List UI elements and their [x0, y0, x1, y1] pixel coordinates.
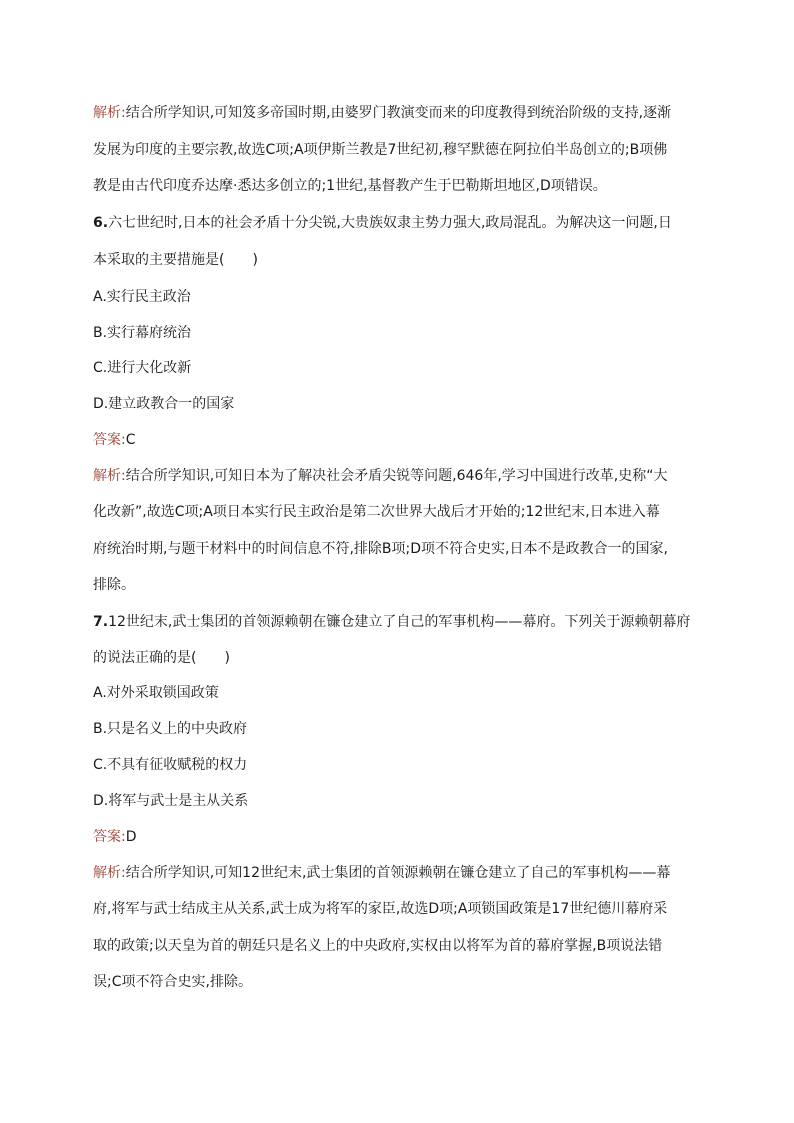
q7-explanation-label: 解析:	[93, 865, 126, 881]
q7-option-b: B.只是名义上的中央政府	[93, 721, 248, 737]
q5-explanation-line-2: 发展为印度的主要宗教,故选C项;A项伊斯兰教是7世纪初,穆罕默德在阿拉伯半岛创立的;B项佛	[93, 142, 668, 158]
q7-number: 7.	[93, 614, 109, 630]
q6-explanation-label: 解析:	[93, 468, 126, 484]
q6-option-b: B.实行幕府统治	[93, 325, 192, 341]
q5-explanation-label: 解析:	[93, 105, 126, 121]
q6-option-d: D.建立政教合一的国家	[93, 396, 235, 412]
q6-answer-label: 答案:	[93, 432, 126, 448]
q6-explanation-line-1: 解析:结合所学知识,可知日本为了解决社会矛盾尖锐等问题,646年,学习中国进行改革,史称“大	[93, 468, 668, 484]
q7-explanation-line-3: 取的政策;以天皇为首的朝廷只是名义上的中央政府,实权由以将军为首的幕府掌握,B项说法错	[93, 938, 663, 954]
q7-explanation-line-1: 解析:结合所学知识,可知12世纪末,武士集团的首领源赖朝在镰仓建立了自己的军事机构——幕	[93, 865, 671, 881]
q7-stem-line-1: 7.12世纪末,武士集团的首领源赖朝在镰仓建立了自己的军事机构——幕府。下列关于源赖朝幕府	[93, 614, 691, 630]
q7-answer-value: D	[125, 829, 137, 845]
q6-explanation-line-2: 化改新”,故选C项;A项日本实行民主政治是第二次世界大战后才开始的;12世纪末,日本进入幕	[93, 504, 660, 520]
q5-explanation-line-3: 教是由古代印度乔达摩·悉达多创立的;1世纪,基督教产生于巴勒斯坦地区,D项错误。	[93, 178, 607, 194]
q6-explanation-line-3: 府统治时期,与题干材料中的时间信息不符,排除B项;D项不符合史实,日本不是政教合一的国家,	[93, 541, 668, 557]
q7-option-a: A.对外采取锁国政策	[93, 685, 219, 701]
q7-explanation-line-4: 误;C项不符合史实,排除。	[93, 974, 252, 990]
q6-option-a: A.实行民主政治	[93, 289, 191, 305]
q5-explanation-line-1: 解析:结合所学知识,可知笈多帝国时期,由婆罗门教演变而来的印度教得到统治阶级的支持,逐渐	[93, 105, 672, 121]
q7-explanation-line-2: 府,将军与武士结成主从关系,武士成为将军的家臣,故选D项;A项锁国政策是17世纪德川幕府采	[93, 901, 668, 917]
q6-answer	[93, 431, 136, 449]
q7-option-d: D.将军与武士是主从关系	[93, 793, 249, 809]
q7-answer-label: 答案:	[93, 829, 126, 845]
q7-answer	[93, 828, 137, 846]
q7-stem-line-2: 的说法正确的是( )	[93, 650, 230, 666]
q6-explanation-line-4: 排除。	[93, 577, 135, 593]
q6-answer-value: C	[125, 432, 136, 448]
q7-option-c: C.不具有征收赋税的权力	[93, 757, 248, 773]
q6-option-c: C.进行大化改新	[93, 360, 192, 376]
q6-number: 6.	[93, 215, 109, 231]
q6-stem-line-1: 6.六七世纪时,日本的社会矛盾十分尖锐,大贵族奴隶主势力强大,政局混乱。为解决这一问题,日	[93, 215, 672, 231]
q6-stem-line-2: 本采取的主要措施是( )	[93, 252, 258, 268]
